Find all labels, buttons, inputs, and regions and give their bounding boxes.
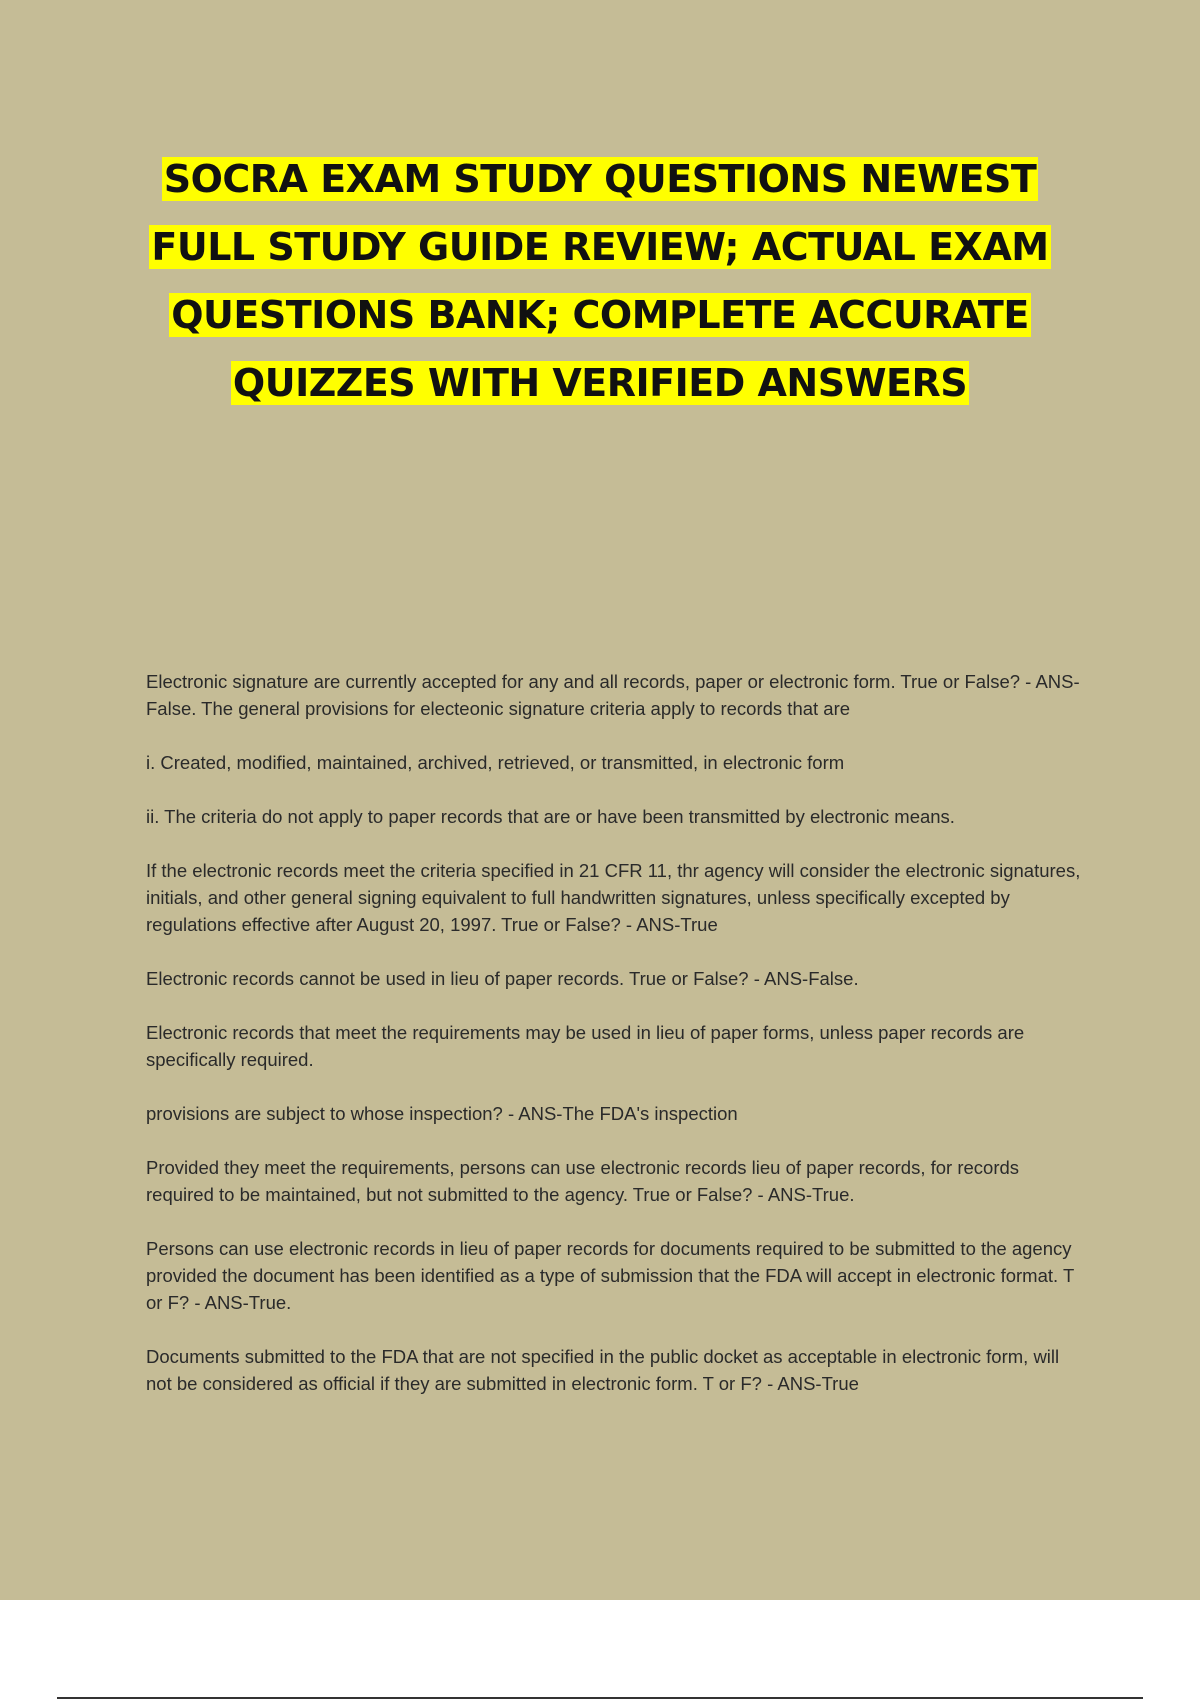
question-paragraph: Electronic signature are currently accepted for any and all records, paper or electronic form. True or False? - ANS-False. The general provisions for electeonic signature criteria apply to records that are [146,671,1080,719]
question-paragraph: Persons can use electronic records in lieu of paper records for documents required to be submitted to the agency provided the document has been identified as a type of submission that the FDA will accept in electronic format. T or F? - ANS-True. [146,1238,1074,1313]
question-paragraph: provisions are subject to whose inspection? - ANS-The FDA's inspection [146,1103,738,1124]
title-text: QUIZZES WITH VERIFIED ANSWERS [232,361,968,405]
title-text: SOCRA EXAM STUDY QUESTIONS NEWEST [163,157,1037,201]
title-text: FULL STUDY GUIDE REVIEW; ACTUAL EXAM [151,225,1049,269]
answer-detail-paragraph: i. Created, modified, maintained, archived, retrieved, or transmitted, in electronic form [146,752,845,773]
question-paragraph: Electronic records cannot be used in lieu of paper records. True or False? - ANS-False. [146,968,859,989]
title-line [120,145,1080,213]
title-line [120,281,1080,349]
question-paragraph: Provided they meet the requirements, persons can use electronic records lieu of paper records, for records required to be maintained, but not submitted to the agency. True or False? - ANS-True. [146,1157,1020,1205]
title-line [120,213,1080,281]
document-body [146,668,1086,1424]
question-paragraph: Documents submitted to the FDA that are not specified in the public docket as acceptable in electronic form, will not be considered as official if they are submitted in electronic form. T or F? - ANS-True [146,1346,1060,1394]
footer-divider [57,1697,1143,1699]
question-paragraph: If the electronic records meet the criteria specified in 21 CFR 11, thr agency will consider the electronic signatures, initials, and other general signing equivalent to full handwritten signatures, unless specifically excepted by regulations effective after August 20, 1997. True or False? - ANS-True [146,860,1081,935]
title-line [120,349,1080,417]
answer-detail-paragraph: ii. The criteria do not apply to paper records that are or have been transmitted by electronic means. [146,806,955,827]
title-text: QUESTIONS BANK; COMPLETE ACCURATE [171,293,1029,337]
answer-detail-paragraph: Electronic records that meet the requirements may be used in lieu of paper forms, unless paper records are specifically required. [146,1022,1025,1070]
document-title [120,145,1080,417]
